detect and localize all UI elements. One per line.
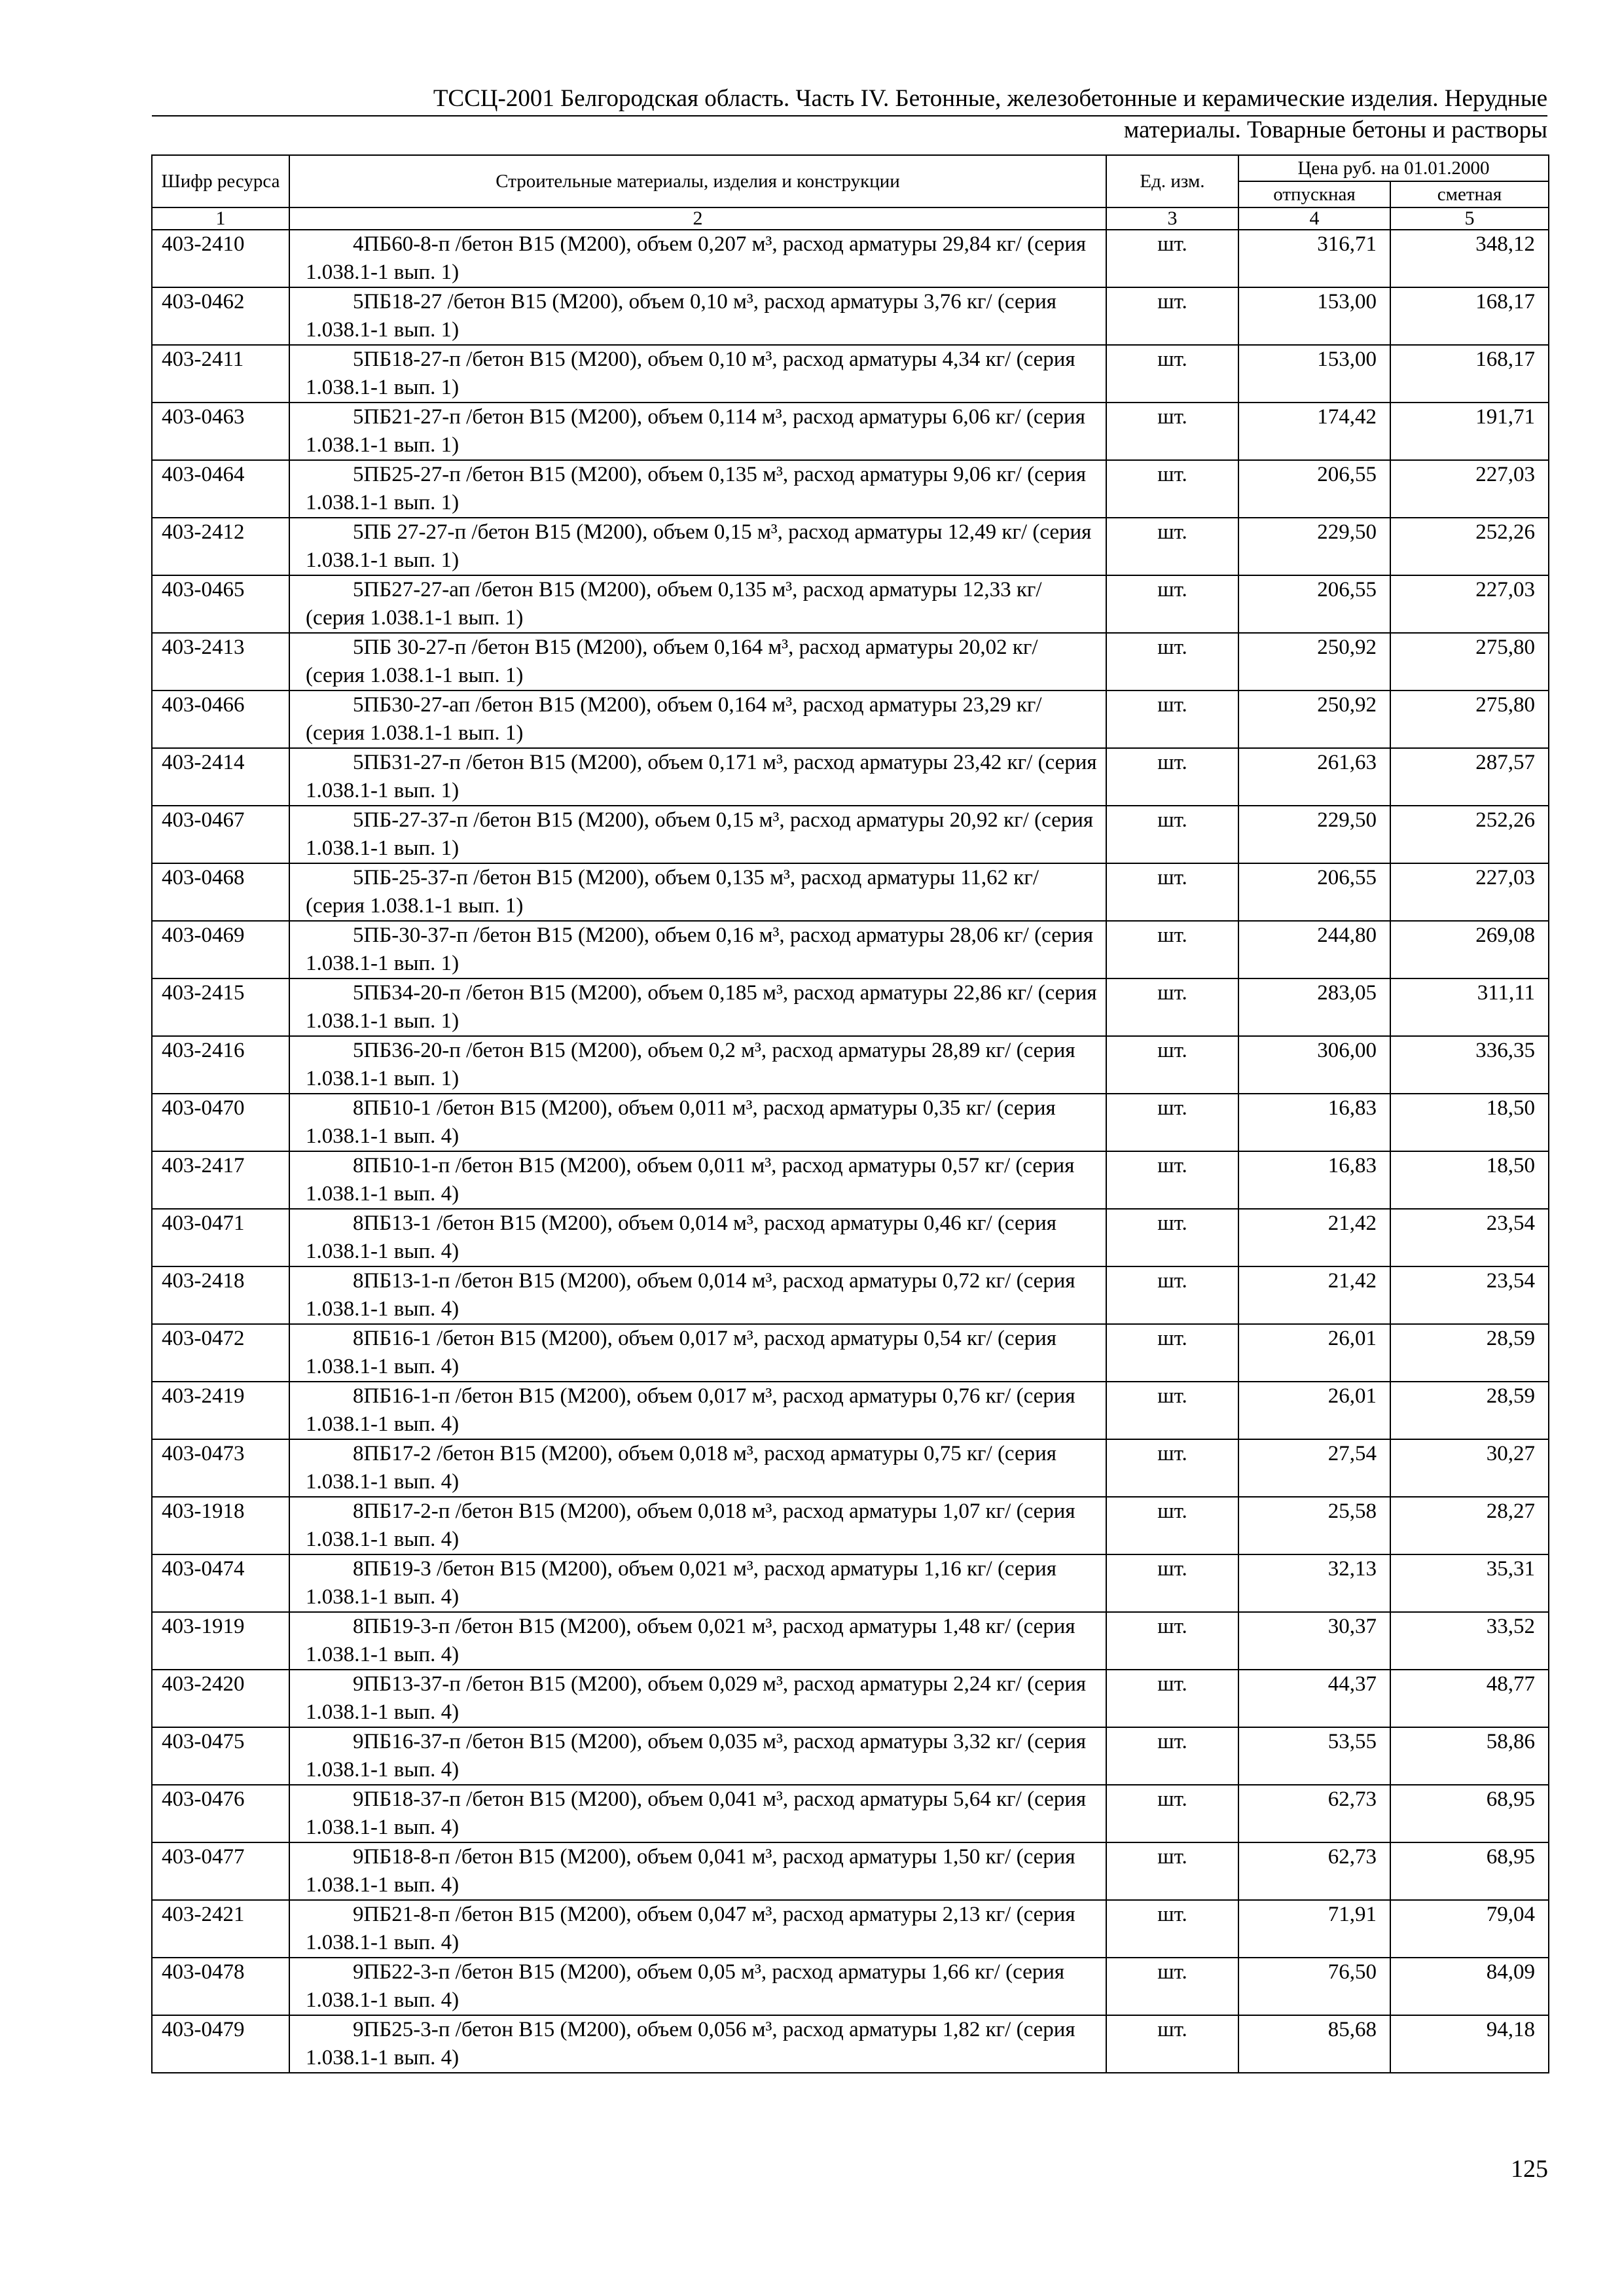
material-description-cell: 5ПБ-27-37-п /бетон В15 (М200), объем 0,15 м³, расход арматуры 20,92 кг/ (серия 1.038.1-1 вып. 1) (289, 806, 1106, 863)
col-header-price-group: Цена руб. на 01.01.2000 (1238, 155, 1549, 181)
resource-code-cell: 403-2416 (152, 1036, 289, 1094)
release-price-cell: 16,83 (1238, 1151, 1390, 1209)
material-description-cell: 4ПБ60-8-п /бетон В15 (М200), объем 0,207 м³, расход арматуры 29,84 кг/ (серия 1.038.1-1 вып. 1) (289, 230, 1106, 287)
unit-cell: шт. (1106, 1324, 1238, 1382)
resource-code-cell: 403-0466 (152, 691, 289, 748)
estimate-price-cell: 191,71 (1390, 403, 1549, 460)
estimate-price-cell: 287,57 (1390, 748, 1549, 806)
table-row (152, 1209, 1549, 1266)
release-price-cell: 30,37 (1238, 1612, 1390, 1670)
column-number: 4 (1238, 207, 1390, 230)
material-description-cell: 8ПБ13-1-п /бетон В15 (М200), объем 0,014 м³, расход арматуры 0,72 кг/ (серия 1.038.1-1 вып. 4) (289, 1266, 1106, 1324)
resource-code-cell: 403-2421 (152, 1900, 289, 1958)
table-body (152, 230, 1549, 2073)
resource-code-cell: 403-0478 (152, 1958, 289, 2015)
table-row (152, 1382, 1549, 1439)
resource-code-cell: 403-0464 (152, 460, 289, 518)
table-row (152, 1151, 1549, 1209)
estimate-price-cell: 168,17 (1390, 345, 1549, 403)
estimate-price-cell: 28,27 (1390, 1497, 1549, 1554)
release-price-cell: 44,37 (1238, 1670, 1390, 1727)
column-number-row (152, 207, 1549, 230)
resource-code-cell: 403-0463 (152, 403, 289, 460)
material-description-cell: 9ПБ16-37-п /бетон В15 (М200), объем 0,035 м³, расход арматуры 3,32 кг/ (серия 1.038.1-1 вып. 4) (289, 1727, 1106, 1785)
release-price-cell: 250,92 (1238, 633, 1390, 691)
unit-cell: шт. (1106, 1785, 1238, 1842)
release-price-cell: 21,42 (1238, 1209, 1390, 1266)
col-header-name: Строительные материалы, изделия и конструкции (289, 155, 1106, 207)
unit-cell: шт. (1106, 691, 1238, 748)
column-number: 5 (1390, 207, 1549, 230)
header-title-line1: ТССЦ-2001 Белгородская область. Часть IV. Бетонные, железобетонные и керамические изделия. Нерудные (433, 85, 1547, 112)
material-description-cell: 8ПБ10-1-п /бетон В15 (М200), объем 0,011 м³, расход арматуры 0,57 кг/ (серия 1.038.1-1 вып. 4) (289, 1151, 1106, 1209)
material-description-cell: 5ПБ34-20-п /бетон В15 (М200), объем 0,185 м³, расход арматуры 22,86 кг/ (серия 1.038.1-1 вып. 1) (289, 978, 1106, 1036)
unit-cell: шт. (1106, 345, 1238, 403)
table-row (152, 518, 1549, 575)
material-description-cell: 9ПБ18-37-п /бетон В15 (М200), объем 0,041 м³, расход арматуры 5,64 кг/ (серия 1.038.1-1 вып. 4) (289, 1785, 1106, 1842)
table-row (152, 1266, 1549, 1324)
estimate-price-cell: 252,26 (1390, 518, 1549, 575)
resource-code-cell: 403-2419 (152, 1382, 289, 1439)
resource-code-cell: 403-2417 (152, 1151, 289, 1209)
release-price-cell: 153,00 (1238, 345, 1390, 403)
unit-cell: шт. (1106, 1036, 1238, 1094)
release-price-cell: 21,42 (1238, 1266, 1390, 1324)
release-price-cell: 206,55 (1238, 575, 1390, 633)
header-title-line2: материалы. Товарные бетоны и растворы (1123, 117, 1547, 143)
resource-code-cell: 403-0462 (152, 287, 289, 345)
release-price-cell: 174,42 (1238, 403, 1390, 460)
material-description-cell: 5ПБ21-27-п /бетон В15 (М200), объем 0,114 м³, расход арматуры 6,06 кг/ (серия 1.038.1-1 вып. 1) (289, 403, 1106, 460)
estimate-price-cell: 23,54 (1390, 1266, 1549, 1324)
resource-code-cell: 403-2420 (152, 1670, 289, 1727)
resource-code-cell: 403-2412 (152, 518, 289, 575)
material-description-cell: 5ПБ31-27-п /бетон В15 (М200), объем 0,171 м³, расход арматуры 23,42 кг/ (серия 1.038.1-1 вып. 1) (289, 748, 1106, 806)
estimate-price-cell: 227,03 (1390, 863, 1549, 921)
resource-code-cell: 403-0473 (152, 1439, 289, 1497)
estimate-price-cell: 348,12 (1390, 230, 1549, 287)
material-description-cell: 8ПБ13-1 /бетон В15 (М200), объем 0,014 м³, расход арматуры 0,46 кг/ (серия 1.038.1-1 вып. 4) (289, 1209, 1106, 1266)
estimate-price-cell: 79,04 (1390, 1900, 1549, 1958)
material-description-cell: 8ПБ19-3-п /бетон В15 (М200), объем 0,021 м³, расход арматуры 1,48 кг/ (серия 1.038.1-1 вып. 4) (289, 1612, 1106, 1670)
col-header-code: Шифр ресурса (152, 155, 289, 207)
release-price-cell: 85,68 (1238, 2015, 1390, 2073)
material-description-cell: 8ПБ19-3 /бетон В15 (М200), объем 0,021 м³, расход арматуры 1,16 кг/ (серия 1.038.1-1 вып. 4) (289, 1554, 1106, 1612)
release-price-cell: 16,83 (1238, 1094, 1390, 1151)
table-row (152, 287, 1549, 345)
material-description-cell: 5ПБ25-27-п /бетон В15 (М200), объем 0,135 м³, расход арматуры 9,06 кг/ (серия 1.038.1-1 вып. 1) (289, 460, 1106, 518)
resource-code-cell: 403-2415 (152, 978, 289, 1036)
estimate-price-cell: 30,27 (1390, 1439, 1549, 1497)
table-row (152, 1958, 1549, 2015)
release-price-cell: 27,54 (1238, 1439, 1390, 1497)
material-description-cell: 9ПБ25-3-п /бетон В15 (М200), объем 0,056 м³, расход арматуры 1,82 кг/ (серия 1.038.1-1 вып. 4) (289, 2015, 1106, 2073)
page-number: 125 (1511, 2155, 1548, 2183)
material-description-cell: 8ПБ17-2 /бетон В15 (М200), объем 0,018 м³, расход арматуры 0,75 кг/ (серия 1.038.1-1 вып. 4) (289, 1439, 1106, 1497)
material-description-cell: 8ПБ16-1-п /бетон В15 (М200), объем 0,017 м³, расход арматуры 0,76 кг/ (серия 1.038.1-1 вып. 4) (289, 1382, 1106, 1439)
release-price-cell: 26,01 (1238, 1382, 1390, 1439)
material-description-cell: 5ПБ18-27-п /бетон В15 (М200), объем 0,10 м³, расход арматуры 4,34 кг/ (серия 1.038.1-1 вып. 1) (289, 345, 1106, 403)
unit-cell: шт. (1106, 1900, 1238, 1958)
release-price-cell: 229,50 (1238, 518, 1390, 575)
estimate-price-cell: 269,08 (1390, 921, 1549, 978)
release-price-cell: 153,00 (1238, 287, 1390, 345)
table-row (152, 1612, 1549, 1670)
unit-cell: шт. (1106, 1266, 1238, 1324)
table-row (152, 1324, 1549, 1382)
unit-cell: шт. (1106, 230, 1238, 287)
unit-cell: шт. (1106, 1554, 1238, 1612)
estimate-price-cell: 28,59 (1390, 1382, 1549, 1439)
estimate-price-cell: 336,35 (1390, 1036, 1549, 1094)
release-price-cell: 250,92 (1238, 691, 1390, 748)
column-number: 2 (289, 207, 1106, 230)
resource-code-cell: 403-0468 (152, 863, 289, 921)
unit-cell: шт. (1106, 633, 1238, 691)
estimate-price-cell: 58,86 (1390, 1727, 1549, 1785)
resource-code-cell: 403-2411 (152, 345, 289, 403)
release-price-cell: 206,55 (1238, 863, 1390, 921)
material-description-cell: 5ПБ 27-27-п /бетон В15 (М200), объем 0,15 м³, расход арматуры 12,49 кг/ (серия 1.038.1-1 вып. 1) (289, 518, 1106, 575)
material-description-cell: 9ПБ13-37-п /бетон В15 (М200), объем 0,029 м³, расход арматуры 2,24 кг/ (серия 1.038.1-1 вып. 4) (289, 1670, 1106, 1727)
release-price-cell: 244,80 (1238, 921, 1390, 978)
release-price-cell: 62,73 (1238, 1785, 1390, 1842)
column-number: 1 (152, 207, 289, 230)
resource-code-cell: 403-0477 (152, 1842, 289, 1900)
unit-cell: шт. (1106, 1439, 1238, 1497)
unit-cell: шт. (1106, 1670, 1238, 1727)
estimate-price-cell: 28,59 (1390, 1324, 1549, 1382)
estimate-price-cell: 48,77 (1390, 1670, 1549, 1727)
unit-cell: шт. (1106, 460, 1238, 518)
column-number: 3 (1106, 207, 1238, 230)
resource-code-cell: 403-2410 (152, 230, 289, 287)
resource-code-cell: 403-0472 (152, 1324, 289, 1382)
resource-code-cell: 403-0479 (152, 2015, 289, 2073)
table-row (152, 1727, 1549, 1785)
release-price-cell: 53,55 (1238, 1727, 1390, 1785)
material-description-cell: 5ПБ36-20-п /бетон В15 (М200), объем 0,2 м³, расход арматуры 28,89 кг/ (серия 1.038.1-1 вып. 1) (289, 1036, 1106, 1094)
material-description-cell: 5ПБ18-27 /бетон В15 (М200), объем 0,10 м³, расход арматуры 3,76 кг/ (серия 1.038.1-1 вып. 1) (289, 287, 1106, 345)
material-description-cell: 5ПБ30-27-ап /бетон В15 (М200), объем 0,164 м³, расход арматуры 23,29 кг/ (серия 1.038.1-1 вып. 1) (289, 691, 1106, 748)
price-table-container (151, 154, 1548, 2073)
release-price-cell: 71,91 (1238, 1900, 1390, 1958)
release-price-cell: 62,73 (1238, 1842, 1390, 1900)
table-row (152, 345, 1549, 403)
resource-code-cell: 403-1918 (152, 1497, 289, 1554)
unit-cell: шт. (1106, 978, 1238, 1036)
estimate-price-cell: 68,95 (1390, 1785, 1549, 1842)
unit-cell: шт. (1106, 1958, 1238, 2015)
table-row (152, 1785, 1549, 1842)
unit-cell: шт. (1106, 806, 1238, 863)
table-row (152, 691, 1549, 748)
material-description-cell: 8ПБ10-1 /бетон В15 (М200), объем 0,011 м³, расход арматуры 0,35 кг/ (серия 1.038.1-1 вып. 4) (289, 1094, 1106, 1151)
resource-code-cell: 403-0465 (152, 575, 289, 633)
material-description-cell: 5ПБ27-27-ап /бетон В15 (М200), объем 0,135 м³, расход арматуры 12,33 кг/ (серия 1.038.1-1 вып. 1) (289, 575, 1106, 633)
resource-code-cell: 403-0476 (152, 1785, 289, 1842)
table-row (152, 1036, 1549, 1094)
unit-cell: шт. (1106, 1151, 1238, 1209)
table-row (152, 1554, 1549, 1612)
table-row (152, 806, 1549, 863)
unit-cell: шт. (1106, 518, 1238, 575)
unit-cell: шт. (1106, 2015, 1238, 2073)
unit-cell: шт. (1106, 403, 1238, 460)
estimate-price-cell: 84,09 (1390, 1958, 1549, 2015)
estimate-price-cell: 33,52 (1390, 1612, 1549, 1670)
release-price-cell: 25,58 (1238, 1497, 1390, 1554)
unit-cell: шт. (1106, 1497, 1238, 1554)
unit-cell: шт. (1106, 287, 1238, 345)
unit-cell: шт. (1106, 1612, 1238, 1670)
release-price-cell: 306,00 (1238, 1036, 1390, 1094)
table-row (152, 748, 1549, 806)
material-description-cell: 9ПБ21-8-п /бетон В15 (М200), объем 0,047 м³, расход арматуры 2,13 кг/ (серия 1.038.1-1 вып. 4) (289, 1900, 1106, 1958)
unit-cell: шт. (1106, 575, 1238, 633)
unit-cell: шт. (1106, 1727, 1238, 1785)
material-description-cell: 9ПБ18-8-п /бетон В15 (М200), объем 0,041 м³, расход арматуры 1,50 кг/ (серия 1.038.1-1 вып. 4) (289, 1842, 1106, 1900)
table-row (152, 863, 1549, 921)
release-price-cell: 316,71 (1238, 230, 1390, 287)
release-price-cell: 206,55 (1238, 460, 1390, 518)
resource-code-cell: 403-0471 (152, 1209, 289, 1266)
col-header-price-estimate: сметная (1390, 181, 1549, 207)
unit-cell: шт. (1106, 1382, 1238, 1439)
resource-code-cell: 403-0470 (152, 1094, 289, 1151)
table-row (152, 403, 1549, 460)
material-description-cell: 8ПБ16-1 /бетон В15 (М200), объем 0,017 м³, расход арматуры 0,54 кг/ (серия 1.038.1-1 вып. 4) (289, 1324, 1106, 1382)
unit-cell: шт. (1106, 1094, 1238, 1151)
table-row (152, 575, 1549, 633)
estimate-price-cell: 68,95 (1390, 1842, 1549, 1900)
table-row (152, 1842, 1549, 1900)
table-row (152, 1497, 1549, 1554)
table-row (152, 921, 1549, 978)
col-header-unit: Ед. изм. (1106, 155, 1238, 207)
estimate-price-cell: 311,11 (1390, 978, 1549, 1036)
table-row (152, 2015, 1549, 2073)
table-row (152, 633, 1549, 691)
estimate-price-cell: 275,80 (1390, 633, 1549, 691)
estimate-price-cell: 18,50 (1390, 1151, 1549, 1209)
table-row (152, 230, 1549, 287)
resource-code-cell: 403-2414 (152, 748, 289, 806)
price-table (151, 154, 1549, 2073)
unit-cell: шт. (1106, 748, 1238, 806)
estimate-price-cell: 227,03 (1390, 575, 1549, 633)
material-description-cell: 8ПБ17-2-п /бетон В15 (М200), объем 0,018 м³, расход арматуры 1,07 кг/ (серия 1.038.1-1 вып. 4) (289, 1497, 1106, 1554)
resource-code-cell: 403-2413 (152, 633, 289, 691)
resource-code-cell: 403-0475 (152, 1727, 289, 1785)
release-price-cell: 76,50 (1238, 1958, 1390, 2015)
estimate-price-cell: 94,18 (1390, 2015, 1549, 2073)
estimate-price-cell: 252,26 (1390, 806, 1549, 863)
table-row (152, 978, 1549, 1036)
release-price-cell: 261,63 (1238, 748, 1390, 806)
estimate-price-cell: 23,54 (1390, 1209, 1549, 1266)
resource-code-cell: 403-0467 (152, 806, 289, 863)
table-row (152, 1094, 1549, 1151)
release-price-cell: 283,05 (1238, 978, 1390, 1036)
resource-code-cell: 403-1919 (152, 1612, 289, 1670)
material-description-cell: 5ПБ 30-27-п /бетон В15 (М200), объем 0,164 м³, расход арматуры 20,02 кг/ (серия 1.038.1-1 вып. 1) (289, 633, 1106, 691)
estimate-price-cell: 227,03 (1390, 460, 1549, 518)
table-row (152, 460, 1549, 518)
release-price-cell: 32,13 (1238, 1554, 1390, 1612)
unit-cell: шт. (1106, 1209, 1238, 1266)
estimate-price-cell: 168,17 (1390, 287, 1549, 345)
estimate-price-cell: 35,31 (1390, 1554, 1549, 1612)
material-description-cell: 5ПБ-30-37-п /бетон В15 (М200), объем 0,16 м³, расход арматуры 28,06 кг/ (серия 1.038.1-1 вып. 1) (289, 921, 1106, 978)
unit-cell: шт. (1106, 921, 1238, 978)
material-description-cell: 5ПБ-25-37-п /бетон В15 (М200), объем 0,135 м³, расход арматуры 11,62 кг/ (серия 1.038.1-1 вып. 1) (289, 863, 1106, 921)
release-price-cell: 26,01 (1238, 1324, 1390, 1382)
estimate-price-cell: 18,50 (1390, 1094, 1549, 1151)
table-header (152, 155, 1549, 230)
resource-code-cell: 403-0469 (152, 921, 289, 978)
table-row (152, 1670, 1549, 1727)
unit-cell: шт. (1106, 1842, 1238, 1900)
table-row (152, 1439, 1549, 1497)
unit-cell: шт. (1106, 863, 1238, 921)
material-description-cell: 9ПБ22-3-п /бетон В15 (М200), объем 0,05 м³, расход арматуры 1,66 кг/ (серия 1.038.1-1 вып. 4) (289, 1958, 1106, 2015)
page-header (152, 84, 1547, 143)
table-row (152, 1900, 1549, 1958)
col-header-price-release: отпускная (1238, 181, 1390, 207)
estimate-price-cell: 275,80 (1390, 691, 1549, 748)
release-price-cell: 229,50 (1238, 806, 1390, 863)
resource-code-cell: 403-0474 (152, 1554, 289, 1612)
resource-code-cell: 403-2418 (152, 1266, 289, 1324)
